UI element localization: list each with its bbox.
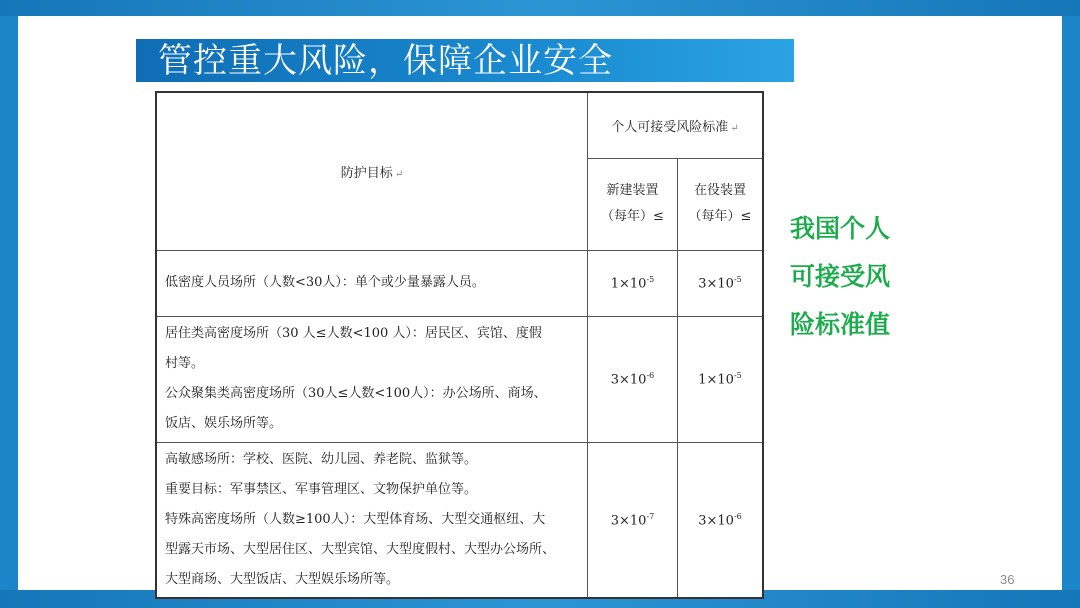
side-note-line: 我国个人 <box>790 214 891 243</box>
target-line: 村等。 <box>165 356 205 371</box>
paragraph-mark-icon: ↵ <box>394 168 404 180</box>
table-row <box>156 250 763 316</box>
target-line: 大型商场、大型饭店、大型娱乐场所等。 <box>165 571 400 587</box>
new-value-cell <box>588 250 678 316</box>
title-banner <box>136 39 794 82</box>
existing-value: 3×10 <box>698 276 734 292</box>
existing-exponent: -6 <box>733 511 742 521</box>
table-row <box>156 316 763 442</box>
existing-value: 1×10 <box>698 372 734 388</box>
new-value: 1×10 <box>610 276 647 292</box>
header-existing-line2: （每年）≤ <box>688 209 752 224</box>
header-standard-cell <box>588 92 764 158</box>
existing-exponent: -5 <box>733 370 742 380</box>
header-existing-cell <box>678 158 764 250</box>
top-frame-bar <box>0 0 1080 16</box>
new-value: 3×10 <box>610 512 647 528</box>
side-note <box>790 205 910 349</box>
slide-title: 管控重大风险，保障企业安全 <box>158 41 613 81</box>
header-existing-line1: 在役装置 <box>693 183 746 198</box>
target-line: 重要目标：军事禁区、军事管理区、文物保护单位等。 <box>165 481 478 497</box>
new-exponent: -7 <box>646 511 655 521</box>
header-target: 防护目标 <box>340 165 393 181</box>
header-new-cell <box>588 158 678 250</box>
paragraph-mark-icon: ↵ <box>730 122 739 134</box>
target-line: 公众聚集类高密度场所（30人≤人数<100人）：办公场所、商场、 <box>165 386 547 401</box>
new-value-cell <box>588 316 678 442</box>
new-value: 3×10 <box>610 372 647 388</box>
header-target-cell <box>156 92 588 250</box>
target-cell <box>156 250 588 316</box>
header-standard: 个人可接受风险标准 <box>611 119 729 135</box>
side-note-line: 可接受风 <box>790 262 891 291</box>
existing-value-cell <box>678 316 764 442</box>
target-cell <box>156 316 588 442</box>
target-line: 居住类高密度场所（30 人≤人数<100 人）：居民区、宾馆、度假 <box>165 326 542 341</box>
target-cell <box>156 442 588 598</box>
new-exponent: -6 <box>646 370 655 380</box>
side-note-line: 险标准值 <box>790 310 891 339</box>
target-line: 低密度人员场所（人数<30人）：单个或少量暴露人员。 <box>165 275 485 290</box>
existing-value-cell <box>678 442 764 598</box>
new-exponent: -5 <box>646 274 655 284</box>
new-value-cell <box>588 442 678 598</box>
existing-value: 3×10 <box>698 512 734 528</box>
header-new-line1: 新建装置 <box>606 183 659 198</box>
target-line: 高敏感场所：学校、医院、幼儿园、养老院、监狱等。 <box>165 451 478 467</box>
header-new-line2: （每年）≤ <box>601 209 664 224</box>
target-line: 特殊高密度场所（人数≥100人）：大型体育场、大型交通枢纽、大 <box>165 511 546 527</box>
risk-standard-table <box>155 91 764 599</box>
table-row <box>156 442 763 598</box>
existing-value-cell <box>678 250 764 316</box>
existing-exponent: -5 <box>733 274 742 284</box>
target-line: 饭店、娱乐场所等。 <box>165 416 283 431</box>
page-number: 36 <box>1000 572 1015 587</box>
target-line: 型露天市场、大型居住区、大型宾馆、大型度假村、大型办公场所、 <box>165 541 556 557</box>
